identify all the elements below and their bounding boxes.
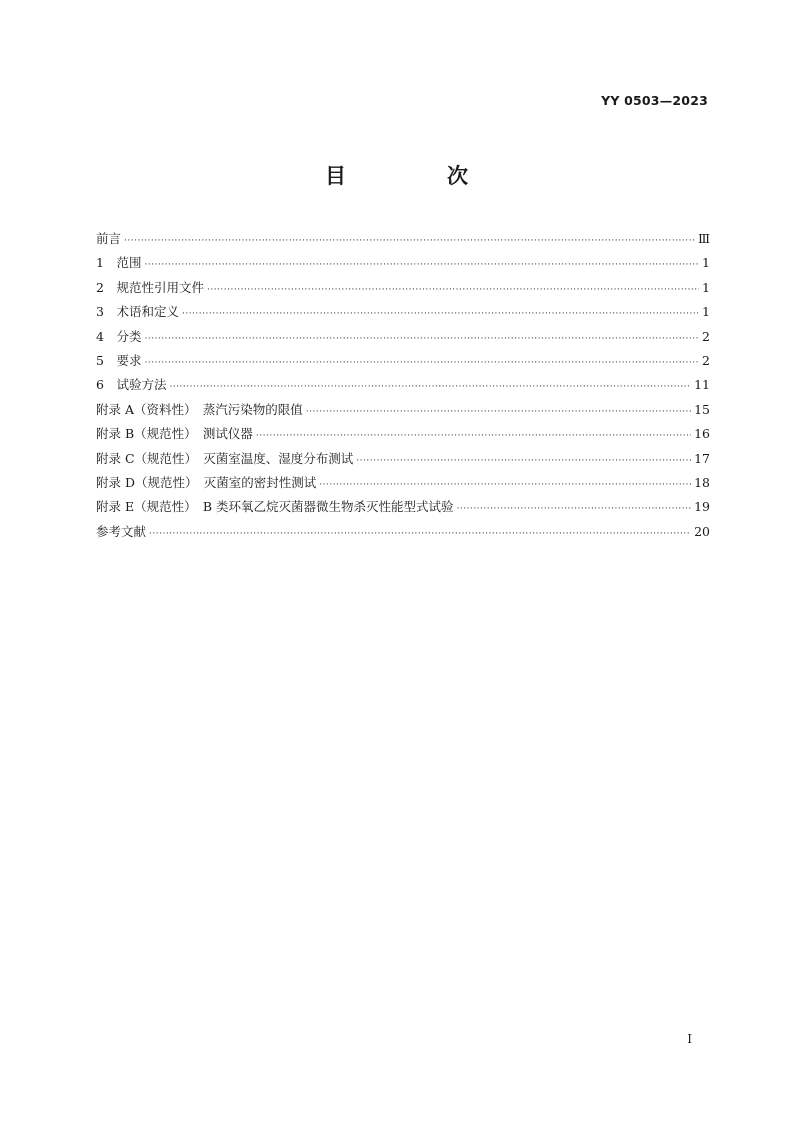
toc-title: 目 次 bbox=[325, 164, 508, 188]
toc-entry-label: 5 要求 bbox=[96, 352, 142, 368]
toc-entry-label: 附录 A（资料性） 蒸汽污染物的限值 bbox=[96, 401, 303, 417]
toc-entry-page: 1 bbox=[702, 279, 710, 295]
toc-entry-page: 2 bbox=[702, 328, 710, 344]
toc-entry-bibliography[interactable] bbox=[96, 520, 710, 544]
toc-entry-label: 附录 B（规范性） 测试仪器 bbox=[96, 426, 253, 442]
toc-entry-test-methods[interactable] bbox=[96, 373, 710, 397]
toc-entry-annex-a[interactable] bbox=[96, 398, 710, 422]
table-of-contents bbox=[96, 227, 710, 544]
toc-entry-page: 17 bbox=[694, 450, 710, 466]
toc-leader-dots bbox=[306, 400, 691, 424]
toc-entry-terms-definitions[interactable] bbox=[96, 300, 710, 324]
toc-leader-dots bbox=[144, 253, 699, 277]
toc-entry-annex-d[interactable] bbox=[96, 471, 710, 495]
toc-entry-page: 20 bbox=[694, 523, 710, 539]
toc-leader-dots bbox=[457, 497, 692, 521]
toc-entry-label: 附录 C（规范性） 灭菌室温度、湿度分布测试 bbox=[96, 450, 354, 466]
toc-entry-page: 18 bbox=[694, 474, 710, 490]
page-number: I bbox=[687, 1032, 692, 1046]
toc-leader-dots bbox=[356, 449, 691, 473]
toc-entry-page: 11 bbox=[694, 377, 710, 393]
toc-entry-annex-c[interactable] bbox=[96, 447, 710, 471]
toc-entry-label: 4 分类 bbox=[96, 328, 142, 344]
toc-entry-label: 1 范围 bbox=[96, 255, 142, 271]
toc-entry-annex-e[interactable] bbox=[96, 495, 710, 519]
toc-entry-label: 附录 D（规范性） 灭菌室的密封性测试 bbox=[96, 474, 317, 490]
toc-leader-dots bbox=[149, 522, 691, 546]
toc-leader-dots bbox=[124, 229, 695, 253]
toc-entry-page: 1 bbox=[702, 255, 710, 271]
document-code: YY 0503—2023 bbox=[601, 93, 708, 108]
toc-entry-label: 附录 E（规范性） B 类环氧乙烷灭菌器微生物杀灭性能型式试验 bbox=[96, 499, 454, 515]
toc-entry-label: 前言 bbox=[96, 231, 122, 246]
toc-leader-dots bbox=[144, 327, 699, 351]
toc-entry-requirements[interactable] bbox=[96, 349, 710, 373]
toc-leader-dots bbox=[319, 473, 691, 497]
toc-entry-page: 1 bbox=[702, 304, 710, 320]
toc-leader-dots bbox=[182, 302, 699, 326]
toc-leader-dots bbox=[256, 424, 691, 448]
toc-entry-normative-references[interactable] bbox=[96, 276, 710, 300]
toc-entry-page: Ⅲ bbox=[697, 231, 710, 246]
toc-entry-page: 2 bbox=[702, 352, 710, 368]
toc-entry-page: 19 bbox=[694, 499, 710, 515]
toc-entry-label: 6 试验方法 bbox=[96, 377, 167, 393]
toc-entry-page: 15 bbox=[694, 401, 710, 417]
toc-entry-annex-b[interactable] bbox=[96, 422, 710, 446]
toc-entry-label: 参考文献 bbox=[96, 523, 147, 539]
toc-entry-classification[interactable] bbox=[96, 325, 710, 349]
toc-leader-dots bbox=[207, 278, 699, 302]
toc-entry-page: 16 bbox=[694, 426, 710, 442]
toc-entry-label: 3 术语和定义 bbox=[96, 304, 179, 320]
toc-leader-dots bbox=[144, 351, 699, 375]
toc-entry-label: 2 规范性引用文件 bbox=[96, 279, 204, 295]
toc-leader-dots bbox=[169, 375, 691, 399]
toc-entry-scope[interactable] bbox=[96, 251, 710, 275]
toc-entry-foreword[interactable] bbox=[96, 227, 710, 251]
